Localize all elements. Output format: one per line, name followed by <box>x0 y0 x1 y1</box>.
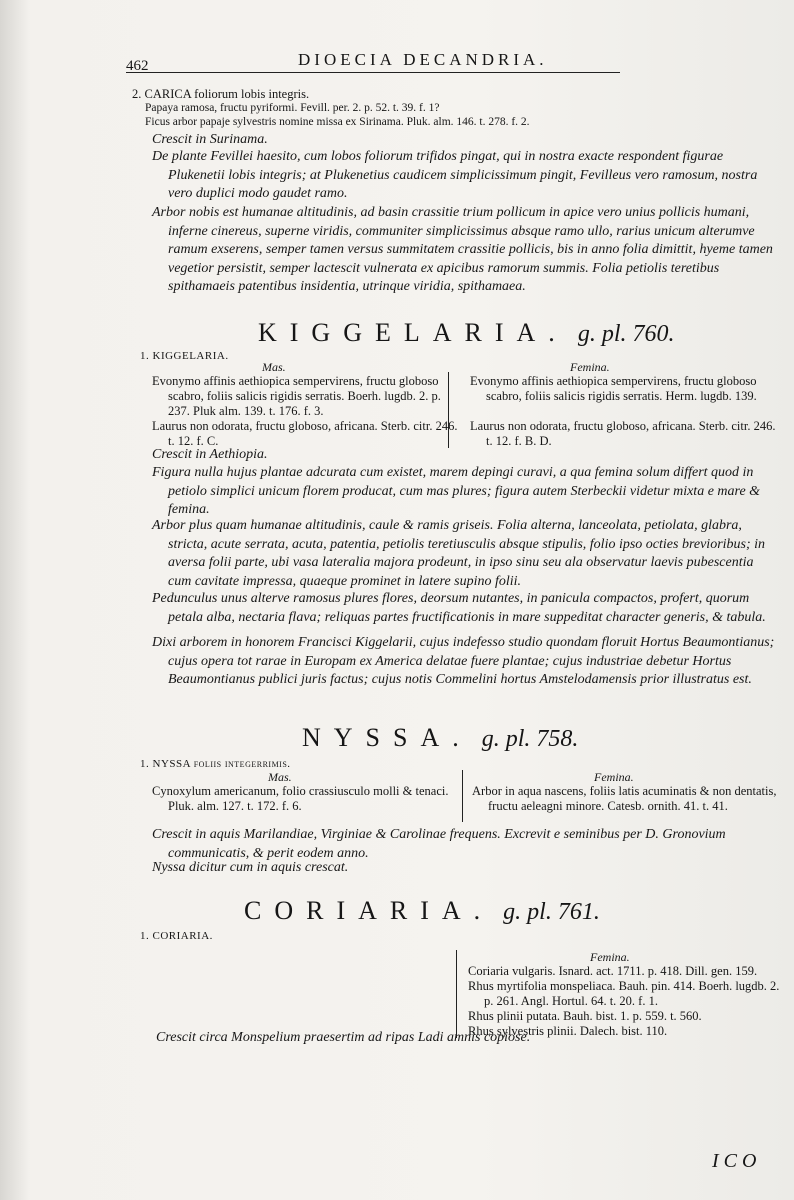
page-number: 462 <box>126 58 149 74</box>
coriaria-femina-label: Femina. <box>590 950 630 964</box>
coriaria-femina-synonym-1: Coriaria vulgaris. Isnard. act. 1711. p. 418. Dill. gen. 159. <box>468 964 758 978</box>
nyssa-genus-heading <box>302 723 578 753</box>
nyssa-genus-name: NYSSA. <box>302 723 472 752</box>
nyssa-mas-synonym: Cynoxylum americanum, folio crassiusculo molli & tenaci. Pluk. alm. 127. t. 172. f. 6. <box>152 784 449 813</box>
kiggelaria-femina-synonym-2: Laurus non odorata, fructu globoso, africana. Sterb. citr. 246. t. 12. f. B. D. <box>470 419 776 448</box>
kiggelaria-crescit: Crescit in Aethiopia. <box>152 447 268 462</box>
coriaria-column-divider <box>456 950 457 1038</box>
nyssa-crescit: Crescit in aquis Marilandiae, Virginiae & Carolinae frequens. Excrevit e seminibus per D. Gronovium communicatis, & perit eodem anno. <box>152 827 726 861</box>
coriaria-genus-heading <box>244 896 600 926</box>
coriaria-genus-ref: g. pl. 761. <box>503 899 600 925</box>
kiggelaria-column-divider <box>448 372 449 448</box>
kiggelaria-genus-ref: g. pl. 760. <box>577 321 675 347</box>
kiggelaria-paragraph-4: Dixi arborem in honorem Francisci Kiggelarii, cujus indefesso studio quondam floruit Hortus Beaumontianus; cujus opera tot rarae in Europam ex America delatae fuere plantae; cujus industriae debetur Hortus Beaumontianus publici juris factus; cujus notis Commelini hortus Amstelodamensis prior illustratus est. <box>152 635 775 687</box>
nyssa-femina-synonym: Arbor in aqua nascens, foliis latis acuminatis & non dentatis, fructu aeleagni minore. Catesb. ornith. 41. t. 41. <box>472 784 777 813</box>
kiggelaria-genus-name: KIGGELARIA. <box>258 318 568 347</box>
kiggelaria-mas-synonym-1: Evonymo affinis aethiopica sempervirens, fructu globoso scabro, foliis salicis rigidis serratis. Boerh. lugdb. 2. p. 237. Pluk alm. 139. t. 176. f. 3. <box>152 374 441 418</box>
coriaria-femina-synonym-2: Rhus myrtifolia monspeliaca. Bauh. pin. 414. Boerh. lugdb. 2. p. 261. Angl. Hortul. 64. t. 20. f. 1. <box>468 979 780 1008</box>
nyssa-genus-ref: g. pl. 758. <box>481 726 579 752</box>
kiggelaria-paragraph-2: Arbor plus quam humanae altitudinis, caule & ramis griseis. Folia alterna, lanceolata, petiolata, glabra, stricta, acute serrata, acuta, patentia, petiolis teretiusculis absque stipulis, folio ipso octies brevioribus; in aversa folii parte, ubi vasa lateralia majora prodeunt, in ipso sinu seu ala observatur laevis pubescentia cum cavitate impressa, quaeque prominet in latere supino folii. <box>152 518 766 589</box>
nyssa-femina-label: Femina. <box>594 770 634 784</box>
carica-paragraph-1: De plante Fevillei haesito, cum lobos foliorum trifidos pingat, qui in nostra exacte respondent figurae Plukenetii lobis integris; at Plukenetius caudicem simplicissimum pingit, Fevilleus vero ramosum, nostra vero duplici modo gaudet ramo. <box>152 149 758 201</box>
nyssa-species-label: 1. NYSSA foliis integerrimis. <box>140 758 291 770</box>
nyssa-mas-label: Mas. <box>268 770 292 784</box>
carica-species-line: 2. CARICA foliorum lobis integris. <box>132 87 310 101</box>
coriaria-femina-synonym-3: Rhus plinii putata. Bauh. bist. 1. p. 559. t. 560. <box>468 1009 702 1023</box>
nyssa-note: Nyssa dicitur cum in aquis crescat. <box>152 860 349 875</box>
kiggelaria-species-label: 1. KIGGELARIA. <box>140 350 229 362</box>
kiggelaria-genus-heading <box>258 318 674 348</box>
kiggelaria-paragraph-3: Pedunculus unus alterve ramosus plures flores, deorsum nutantes, in panicula compactos, profert, quorum petala alba, nectaria flava; reliquas partes fructificationis in mare suppeditat character generis, & tabula. <box>152 591 766 625</box>
signature-mark: I C O <box>712 1150 757 1172</box>
carica-synonym-1: Papaya ramosa, fructu pyriformi. Fevill. per. 2. p. 52. t. 39. f. 1? <box>145 102 440 114</box>
carica-crescit: Crescit in Surinama. <box>152 132 268 147</box>
header-rule <box>126 72 620 73</box>
kiggelaria-femina-synonym-1: Evonymo affinis aethiopica sempervirens, fructu globoso scabro, foliis salicis rigidis serratis. Herm. lugdb. 139. <box>470 374 757 403</box>
carica-paragraph-2: Arbor nobis est humanae altitudinis, ad basin crassitie trium pollicum in apice vero unius pollicis humani, inferne cinereus, superne viridis, communiter simplicissimus absque ramo ullo, rarius unicum alterumve ramum exserens, semper tamen versus summitatem crassitie pollicis, bis in anno folia dimittit, hyeme tamen vegetior persistit, semper lactescit vulnerata ex apicibus ramorum summis. Folia petiolis teretibus spithamaeis patentibus insidentia, utrinque viridia, spithamaea. <box>152 205 773 294</box>
coriaria-femina-synonym-4: Rhus sylvestris plinii. Dalech. bist. 110. <box>468 1024 668 1038</box>
kiggelaria-paragraph-1: Figura nulla hujus plantae adcurata cum existet, marem depingi curavi, a qua femina solum differt quod in petiolo simplici unicum florem producat, cum mas plures; figura autem Sterbeckii videtur mixta e mare & femina. <box>152 465 761 517</box>
nyssa-column-divider <box>462 770 463 822</box>
kiggelaria-femina-label: Femina. <box>570 360 610 374</box>
coriaria-species-label: 1. CORIARIA. <box>140 930 213 942</box>
kiggelaria-mas-label: Mas. <box>262 360 286 374</box>
coriaria-genus-name: CORIARIA. <box>244 896 494 925</box>
coriaria-crescit: Crescit circa Monspelium praesertim ad ripas Ladi amnis copiose. <box>156 1030 531 1045</box>
kiggelaria-mas-synonym-2: Laurus non odorata, fructu globoso, africana. Sterb. citr. 246. t. 12. f. C. <box>152 419 458 448</box>
carica-synonym-2: Ficus arbor papaje sylvestris nomine missa ex Sirinama. Pluk. alm. 146. t. 278. f. 2. <box>145 116 530 128</box>
running-header: DIOECIA DECANDRIA. <box>298 50 548 69</box>
